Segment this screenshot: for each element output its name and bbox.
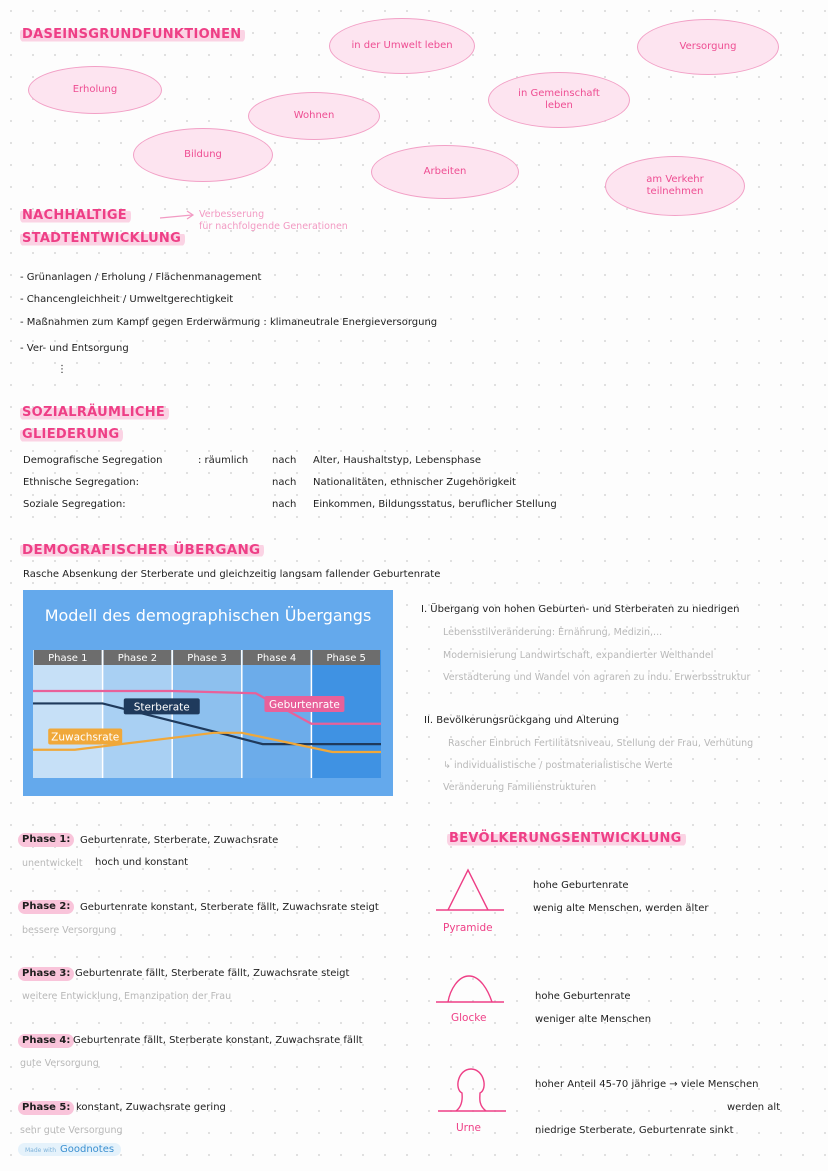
- desc-demografisch: Alter, Haushaltstyp, Lebensphase: [313, 455, 482, 466]
- series-label-zuwachsrate: Zuwachsrate: [51, 731, 120, 744]
- section-title-daseinsgrundfunktionen: DASEINSGRUNDFUNKTIONEN: [20, 27, 245, 43]
- bubble-bildung: Bildung: [133, 128, 273, 182]
- nach-2: nach: [272, 477, 297, 488]
- bubble-verkehr: am Verkehr teilnehmen: [605, 156, 745, 216]
- phase-column-5: [311, 650, 381, 778]
- bubble-gemeinschaft: in Gemeinschaft leben: [488, 72, 630, 128]
- section-title-bevoelkerungsentwicklung: BEVÖLKERUNGSENTWICKLUNG: [447, 831, 686, 847]
- pyramide-line-1: hohe Geburtenrate: [533, 880, 629, 891]
- phase-3-grey: weitere Entwicklung, Emanzipation der Frau: [22, 991, 232, 1002]
- phase-column-4: [242, 650, 312, 778]
- pyramide-line-2: wenig alte Menschen, werden älter: [533, 903, 709, 914]
- phase-3-tag: Phase 3:: [18, 967, 74, 981]
- urne-line-3: niedrige Sterberate, Geburtenrate sinkt: [535, 1125, 734, 1136]
- series-label-geburtenrate: Geburtenrate: [269, 698, 340, 711]
- bullet-chancengleichheit: - Chancengleichheit / Umweltgerechtigkeit: [20, 294, 234, 305]
- desc-sozial: Einkommen, Bildungsstatus, beruflicher Stellung: [313, 499, 557, 510]
- label-glocke: Glocke: [451, 1012, 487, 1024]
- section4-subtitle: Rasche Absenkung der Sterberate und gleichzeitig langsam fallender Geburtenrate: [23, 569, 441, 580]
- phase-4-tag: Phase 4:: [18, 1034, 74, 1048]
- glocke-line-1: hohe Geburtenrate: [535, 991, 631, 1002]
- phase-1-extra: hoch und konstant: [95, 857, 189, 868]
- phase-2-grey: bessere Versorgung: [22, 925, 117, 936]
- urne-line-1: hoher Anteil 45-70 jährige → viele Menschen: [535, 1079, 759, 1090]
- note-II-title: II. Bevölkerungsrückgang und Alterung: [424, 715, 620, 726]
- note-I-title: I. Übergang von hohen Geburten- und Sterberaten zu niedrigen: [421, 604, 740, 615]
- phase-column-1: [33, 650, 103, 778]
- desc-ethnisch: Nationalitäten, ethnischer Zugehörigkeit: [313, 477, 516, 488]
- section-title-nachhaltige: NACHHALTIGE: [20, 208, 131, 224]
- section-title-sozialraeumliche: SOZIALRÄUMLICHE: [20, 405, 169, 421]
- bubble-wohnen: Wohnen: [248, 92, 380, 140]
- phase-1-grey: unentwickelt: [22, 858, 83, 869]
- pyramid-icon: [436, 866, 506, 914]
- section-title-gliederung: GLIEDERUNG: [20, 427, 123, 443]
- term-sozial: Soziale Segregation:: [23, 499, 126, 510]
- bubble-erholung: Erholung: [28, 66, 162, 114]
- goodnotes-badge: Made with Goodnotes: [18, 1143, 121, 1156]
- phase-header-label-4: Phase 4: [256, 653, 297, 664]
- series-label-sterberate: Sterberate: [133, 701, 190, 714]
- phase-3-text: Geburtenrate fällt, Sterberate fällt, Zuwachsrate steigt: [75, 968, 350, 979]
- phase-2-text: Geburtenrate konstant, Sterberate fällt, Zuwachsrate steigt: [80, 902, 379, 913]
- chart-title: Modell des demographischen Übergangs: [44, 606, 372, 625]
- label-pyramide: Pyramide: [443, 922, 493, 934]
- phase-header-label-1: Phase 1: [48, 653, 88, 664]
- bubble-umwelt: in der Umwelt leben: [329, 18, 475, 74]
- bell-icon: [436, 970, 506, 1006]
- bubble-arbeiten: Arbeiten: [371, 145, 519, 199]
- bullet-massnahmen: - Maßnahmen zum Kampf gegen Erderwärmung : klimaneutrale Energieversorgung: [20, 317, 438, 328]
- note-II-line-3: Veränderung Familienstrukturen: [443, 782, 597, 793]
- phase-5-text: konstant, Zuwachsrate gering: [76, 1102, 226, 1113]
- phase-header-label-5: Phase 5: [326, 653, 366, 664]
- urne-line-2: werden alt: [727, 1102, 781, 1113]
- ellipsis: ⋮: [57, 364, 67, 375]
- urn-icon: [438, 1063, 508, 1117]
- chart-plot: [23, 590, 393, 796]
- phase-header-label-3: Phase 3: [187, 653, 227, 664]
- term-ethnisch: Ethnische Segregation:: [23, 477, 139, 488]
- phase-1-text: Geburtenrate, Sterberate, Zuwachsrate: [80, 835, 279, 846]
- note-verbesserung: Verbesserung: [199, 209, 265, 220]
- sep-raeumlich: : räumlich: [198, 455, 249, 466]
- section-title-demografischer-uebergang: DEMOGRAFISCHER ÜBERGANG: [20, 542, 264, 558]
- arrow-icon: [158, 210, 198, 222]
- bubble-versorgung: Versorgung: [637, 19, 779, 75]
- glocke-line-2: weniger alte Menschen: [535, 1014, 652, 1025]
- note-generationen: für nachfolgende Generationen: [199, 221, 348, 232]
- note-I-line-3: Verstädterung und Wandel von agraren zu indu. Erwerbsstruktur: [443, 672, 751, 683]
- note-II-line-1: Rascher Einbruch Fertilitätsniveau, Stellung der Frau, Verhütung: [448, 738, 754, 749]
- phase-5-tag: Phase 5:: [18, 1101, 74, 1115]
- nach-3: nach: [272, 499, 297, 510]
- phase-5-grey: sehr gute Versorgung: [20, 1125, 123, 1136]
- bullet-versorgung: - Ver- und Entsorgung: [20, 343, 129, 354]
- section-title-stadtentwicklung: STADTENTWICKLUNG: [20, 231, 185, 247]
- phase-1-tag: Phase 1:: [18, 833, 74, 847]
- note-II-line-2: ↳ individualistische / postmaterialistische Werte: [443, 760, 673, 771]
- note-I-line-2: Modernisierung Landwirtschaft, expandierter Welthandel: [443, 650, 714, 661]
- demographic-transition-chart: [23, 590, 393, 796]
- note-I-line-1: Lebensstilveränderung: Ernährung, Medizin,...: [443, 627, 663, 638]
- bullet-gruenanlagen: - Grünanlagen / Erholung / Flächenmanagement: [20, 272, 262, 283]
- nach-1: nach: [272, 455, 297, 466]
- phase-4-text: Geburtenrate fällt, Sterberate konstant, Zuwachsrate fällt: [73, 1035, 363, 1046]
- phase-4-grey: gute Versorgung: [20, 1058, 99, 1069]
- term-demografisch: Demografische Segregation: [23, 455, 163, 466]
- phase-2-tag: Phase 2:: [18, 900, 74, 914]
- label-urne: Urne: [456, 1122, 481, 1134]
- phase-header-label-2: Phase 2: [117, 653, 158, 664]
